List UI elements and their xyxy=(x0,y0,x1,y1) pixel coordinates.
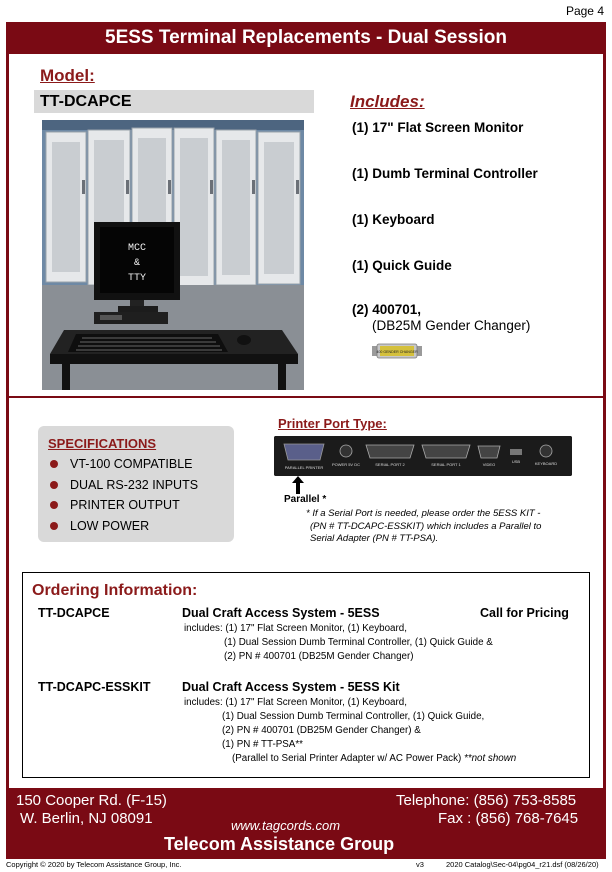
port-label-video: VIDEO xyxy=(482,462,496,467)
phone-line xyxy=(396,792,576,809)
fax-number: (856) 768-7645 xyxy=(475,810,579,827)
version: v3 xyxy=(416,860,424,869)
spec-item-label: PRINTER OUTPUT xyxy=(70,498,180,513)
phone-label: Telephone: xyxy=(396,792,470,809)
parallel-callout: Parallel * xyxy=(284,494,327,505)
port-label-serial1: SERIAL PORT 1 xyxy=(431,462,461,467)
port-label-keyboard: KEYBOARD xyxy=(534,461,558,466)
port-label-parallel: PARALLEL PRINTER xyxy=(284,465,324,470)
bullet-icon xyxy=(50,481,58,489)
copyright: Copyright © 2020 by Telecom Assistance Group, Inc. xyxy=(6,860,182,869)
ordering-box xyxy=(22,572,590,778)
gender-changer-image xyxy=(372,343,422,359)
rear-panel-image xyxy=(274,436,572,476)
address-line-2: W. Berlin, NJ 08091 xyxy=(20,810,153,827)
ordering-title: Ordering Information: xyxy=(32,582,198,599)
section-divider xyxy=(6,396,606,398)
screen-text-line1: MCC xyxy=(127,243,147,254)
bullet-icon xyxy=(50,460,58,468)
gender-changer-label: 400 GENDER CHANGER xyxy=(376,350,418,354)
fax-label: Fax : xyxy=(438,810,472,827)
arrow-up-icon xyxy=(292,476,304,494)
serial-port-note xyxy=(306,508,586,546)
spec-item xyxy=(48,495,234,516)
note-line: (PN # TT-DCAPC-ESSKIT) which includes a Parallel to xyxy=(310,520,542,532)
order-line: (1) PN # TT-PSA** xyxy=(222,739,303,750)
order-price: Call for Pricing xyxy=(480,606,569,620)
order-code: TT-DCAPC-ESSKIT xyxy=(38,680,151,694)
order-line: (2) PN # 400701 (DB25M Gender Changer) & xyxy=(222,725,421,736)
note-line: Serial Adapter (PN # TT-PSA). xyxy=(310,533,439,544)
order-line: (1) Dual Session Dumb Terminal Controller, (1) Quick Guide & xyxy=(224,637,493,648)
phone-number: (856) 753-8585 xyxy=(473,792,577,809)
order-description: Dual Craft Access System - 5ESS Kit xyxy=(182,680,400,694)
spec-item xyxy=(48,475,234,496)
order-line: includes: (1) 17" Flat Screen Monitor, (1) Keyboard, xyxy=(184,623,407,634)
terminal-photo-illustration xyxy=(42,120,304,390)
specifications-box xyxy=(38,426,234,542)
port-label-usb: USB xyxy=(511,459,521,464)
address-line-1: 150 Cooper Rd. (F-15) xyxy=(16,792,167,809)
order-line: (2) PN # 400701 (DB25M Gender Changer) xyxy=(224,651,414,662)
website-link[interactable]: www.tagcords.com xyxy=(231,818,341,833)
include-item: (1) Keyboard xyxy=(352,212,435,227)
product-photo xyxy=(42,120,304,390)
include-item: (1) Dumb Terminal Controller xyxy=(352,166,538,181)
include-item: (1) Quick Guide xyxy=(352,258,452,273)
order-line-text: (Parallel to Serial Printer Adapter w/ AC Power Pack) xyxy=(232,753,462,764)
note-line: * If a Serial Port is needed, please order the 5ESS KIT - xyxy=(306,508,541,519)
spec-item xyxy=(48,516,234,537)
include-item-subtext: (DB25M Gender Changer) xyxy=(372,318,531,333)
order-line xyxy=(232,753,516,764)
screen-text-line2: & xyxy=(133,258,141,269)
page-title: 5ESS Terminal Replacements - Dual Session xyxy=(6,22,606,54)
specifications-title: SPECIFICATIONS xyxy=(48,436,157,451)
order-description: Dual Craft Access System - 5ESS xyxy=(182,606,380,620)
include-item: (1) 17" Flat Screen Monitor xyxy=(352,120,524,135)
screen-text-line3: TTY xyxy=(127,273,147,284)
bullet-icon xyxy=(50,522,58,530)
fax-line xyxy=(438,810,578,827)
model-label: Model: xyxy=(40,66,95,85)
include-item: (2) 400701, xyxy=(352,302,422,317)
port-label-power: POWER 5V DC xyxy=(331,462,361,467)
page-number: Page 4 xyxy=(565,4,604,18)
port-label-serial2: SERIAL PORT 2 xyxy=(375,462,405,467)
file-path: 2020 Catalog\Sec-04\pg04_r21.dsf (08/26/20) xyxy=(446,860,599,869)
order-line: includes: (1) 17" Flat Screen Monitor, (1) Keyboard, xyxy=(184,697,407,708)
spec-item-label: LOW POWER xyxy=(70,518,150,533)
bullet-icon xyxy=(50,501,58,509)
spec-item xyxy=(48,454,234,475)
company-name: Telecom Assistance Group xyxy=(164,834,395,854)
spec-item-label: DUAL RS-232 INPUTS xyxy=(70,477,199,492)
order-code: TT-DCAPCE xyxy=(38,606,110,620)
printer-port-label: Printer Port Type: xyxy=(278,416,387,431)
includes-label: Includes: xyxy=(350,92,425,111)
footer-bar xyxy=(6,788,606,859)
order-line: (1) Dual Session Dumb Terminal Controller, (1) Quick Guide, xyxy=(222,711,485,722)
spec-item-label: VT-100 COMPATIBLE xyxy=(70,457,193,472)
model-name: TT-DCAPCE xyxy=(34,90,314,113)
not-shown-note: **not shown xyxy=(463,753,517,764)
